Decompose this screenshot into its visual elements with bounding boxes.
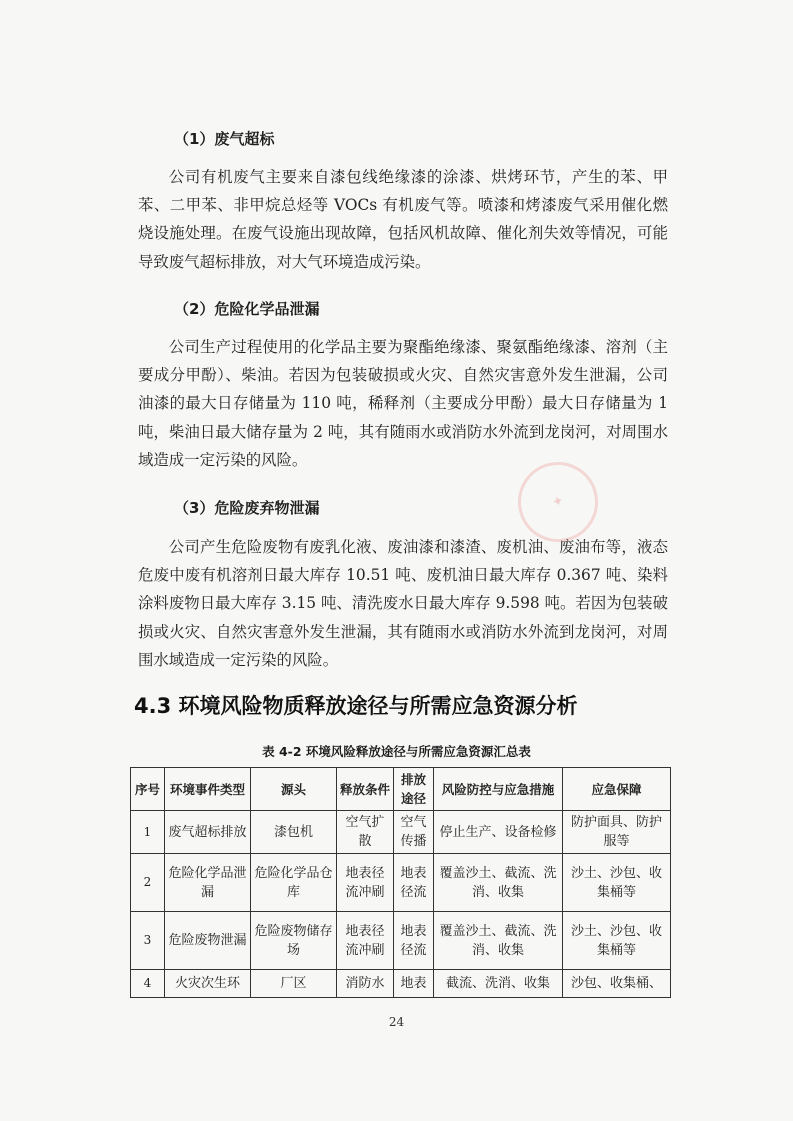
- subheading-exhaust-gas: （1）废气超标: [174, 130, 275, 148]
- section-title: 4.3 环境风险物质释放途径与所需应急资源分析: [134, 694, 578, 718]
- header-cell: 环境事件类型: [165, 768, 251, 811]
- table-cell: 防护面具、防护服等: [563, 811, 671, 854]
- table-cell: 消防水: [337, 970, 394, 998]
- table-cell: 废气超标排放: [165, 811, 251, 854]
- table-row: [131, 970, 671, 998]
- table-cell: 空气扩散: [337, 811, 394, 854]
- header-cell: 排放途径: [394, 768, 434, 811]
- table-caption: 表 4-2 环境风险释放途径与所需应急资源汇总表: [262, 744, 531, 759]
- table-cell: 地表径流: [394, 912, 434, 970]
- header-cell: 风险防控与应急措施: [434, 768, 563, 811]
- subheading-chemical-leak: （2）危险化学品泄漏: [174, 300, 320, 318]
- table-cell: 厂区: [251, 970, 337, 998]
- table-cell: 空气传播: [394, 811, 434, 854]
- page-number: 24: [388, 1015, 405, 1029]
- risk-release-table: [130, 767, 671, 998]
- header-cell: 源头: [251, 768, 337, 811]
- paragraph-chemical-leak: 公司生产过程使用的化学品主要为聚酯绝缘漆、聚氨酯绝缘漆、溶剂（主要成分甲酚）、柴油。若因为包装破损或火灾、自然灾害意外发生泄漏，公司油漆的最大日存储量为 110 吨，稀释剂（主要成分甲酚）最大日存储量为 1 吨，柴油日最大储存量为 2 吨，其有随雨水或消防水外流到龙岗河，对周围水域造成一定污染的风险。: [138, 338, 668, 469]
- table-row: [131, 854, 671, 912]
- table-cell: 地表径流冲刷: [337, 912, 394, 970]
- table-row: [131, 912, 671, 970]
- table-cell: 危险废物储存场: [251, 912, 337, 970]
- table-cell: 停止生产、设备检修: [434, 811, 563, 854]
- table-cell: 3: [131, 912, 165, 970]
- watermark-stamp: ✦: [509, 453, 607, 551]
- table-cell: 火灾次生环: [165, 970, 251, 998]
- table-cell: 地表径流: [394, 854, 434, 912]
- paragraph-hazardous-waste-leak: 公司产生危险废物有废乳化液、废油漆和漆渣、废机油、废油布等，液态危废中废有机溶剂日最大库存 10.51 吨、废机油日最大库存 0.367 吨、染料涂料废物日最大库存 3.15 吨、清洗废水日最大库存 9.598 吨。若因为包装破损或火灾、自然灾害意外发生泄漏，其有随雨水或消防水外流到龙岗河，对周围水域造成一定污染的风险。: [138, 538, 668, 669]
- table-row: [131, 811, 671, 854]
- table-cell: 沙土、沙包、收集桶等: [563, 854, 671, 912]
- paragraph-exhaust-gas: 公司有机废气主要来自漆包线绝缘漆的涂漆、烘烤环节，产生的苯、甲苯、二甲苯、非甲烷总烃等 VOCs 有机废气等。喷漆和烤漆废气采用催化燃烧设施处理。在废气设施出现故障，包括风机故障、催化剂失效等情况，可能导致废气超标排放，对大气环境造成污染。: [138, 168, 668, 271]
- table-cell: 截流、洗消、收集: [434, 970, 563, 998]
- table-cell: 漆包机: [251, 811, 337, 854]
- table-cell: 1: [131, 811, 165, 854]
- table-cell: 覆盖沙土、截流、洗消、收集: [434, 854, 563, 912]
- table-cell: 危险废物泄漏: [165, 912, 251, 970]
- table-cell: 覆盖沙土、截流、洗消、收集: [434, 912, 563, 970]
- table-cell: 地表: [394, 970, 434, 998]
- table-cell: 4: [131, 970, 165, 998]
- table-cell: 2: [131, 854, 165, 912]
- header-cell: 序号: [131, 768, 165, 811]
- table-cell: 沙包、收集桶、: [563, 970, 671, 998]
- table-cell: 危险化学品泄漏: [165, 854, 251, 912]
- table-cell: 沙土、沙包、收集桶等: [563, 912, 671, 970]
- table-cell: 地表径流冲刷: [337, 854, 394, 912]
- table-cell: 危险化学品仓库: [251, 854, 337, 912]
- header-cell: 释放条件: [337, 768, 394, 811]
- header-cell: 应急保障: [563, 768, 671, 811]
- subheading-hazardous-waste-leak: （3）危险废弃物泄漏: [174, 499, 320, 517]
- table-header-row: [131, 768, 671, 811]
